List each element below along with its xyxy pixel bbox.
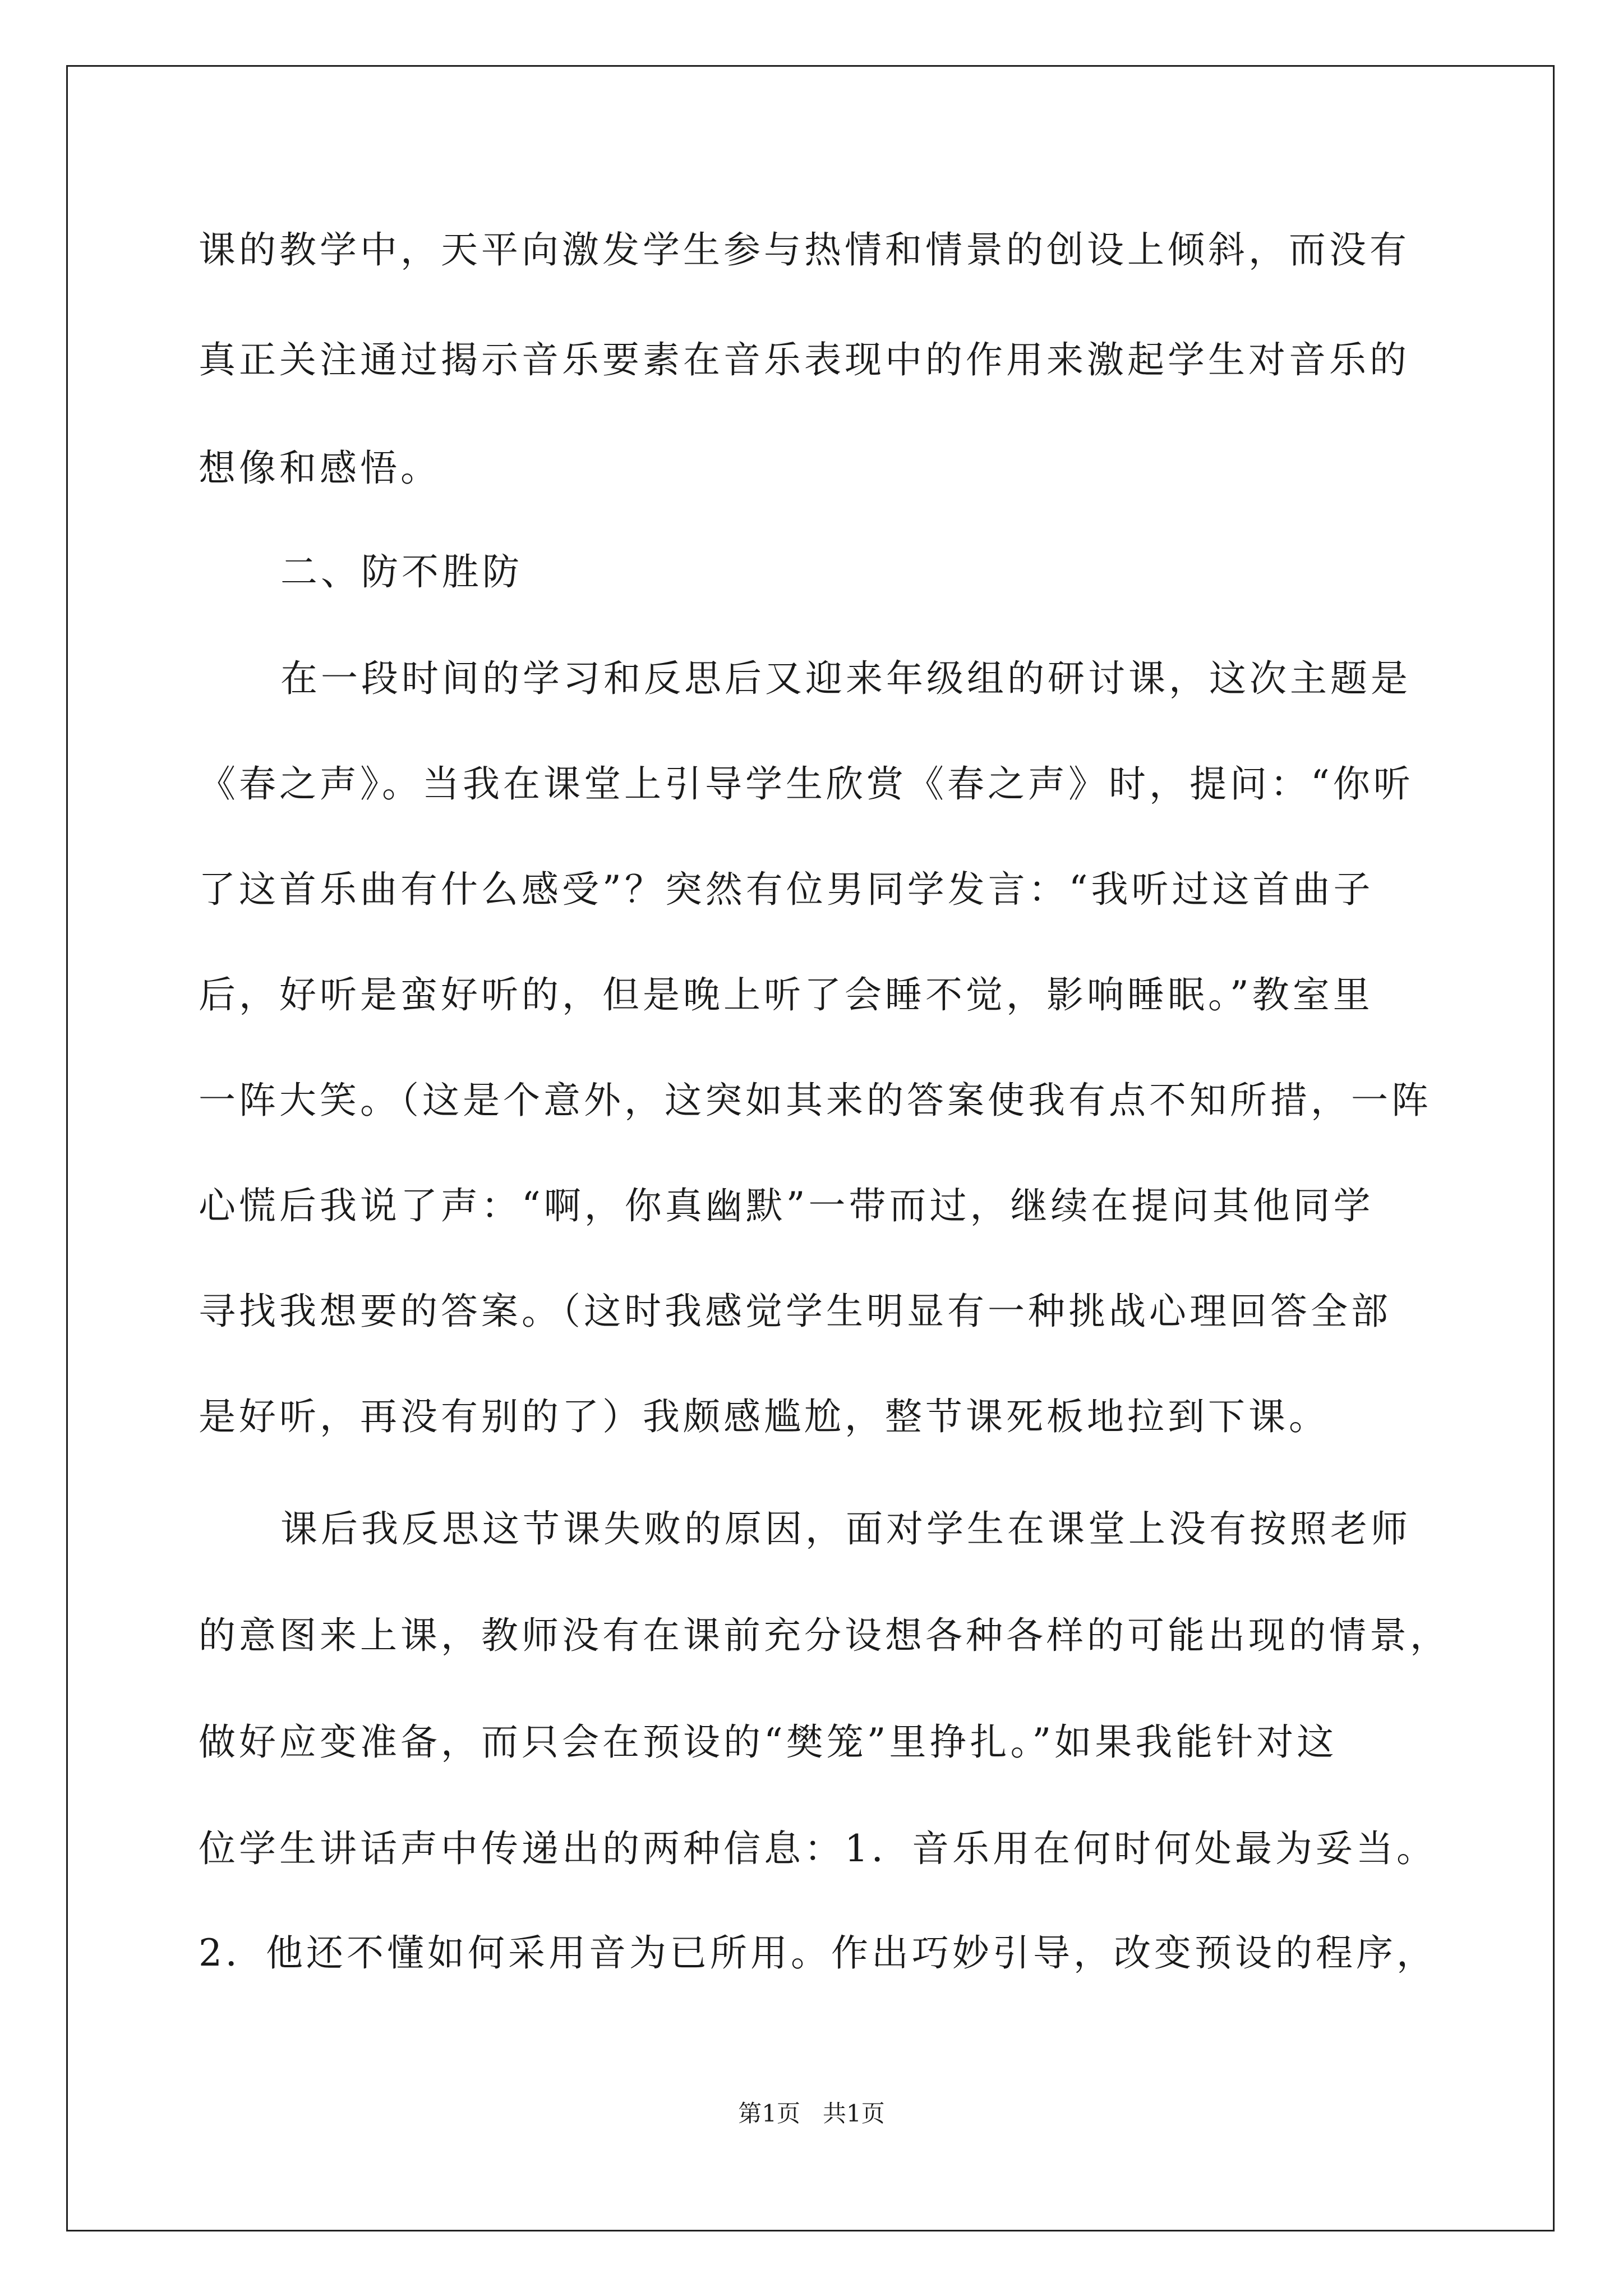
body-line: 做好应变准备，而只会在预设的“樊笼”里挣扎。”如果我能针对这: [199, 1720, 1338, 1764]
body-line: 课后我反思这节课失败的原因，面对学生在课堂上没有按照老师: [280, 1507, 1411, 1550]
page-border: [66, 65, 1555, 2231]
body-line: 位学生讲话声中传递出的两种信息：1．音乐用在何时何处最为妥当。: [199, 1827, 1437, 1870]
body-line: 后，好听是蛮好听的，但是晚上听了会睡不觉，影响睡眠。”教室里: [199, 973, 1373, 1016]
body-line: 一阵大笑。（这是个意外，这突如其来的答案使我有点不知所措，一阵: [199, 1079, 1432, 1122]
body-line: 心慌后我说了声：“啊，你真幽默”一带而过，继续在提问其他同学: [199, 1184, 1374, 1227]
body-line: 了这首乐曲有什么感受”？突然有位男同学发言：“我听过这首曲子: [199, 868, 1374, 911]
body-line: 在一段时间的学习和反思后又迎来年级组的研讨课，这次主题是: [280, 657, 1411, 700]
body-line: 寻找我想要的答案。（这时我感觉学生明显有一种挑战心理回答全部: [199, 1290, 1391, 1333]
body-line: 课的教学中，天平向激发学生参与热情和情景的创设上倾斜，而没有: [199, 228, 1410, 272]
page-number-footer: 第1页 共1页: [738, 2100, 885, 2127]
body-line: 想像和感悟。: [199, 447, 441, 490]
body-line: 真正关注通过揭示音乐要素在音乐表现中的作用来激起学生对音乐的: [199, 338, 1410, 381]
body-line: 2．他还不懂如何采用音为已所用。作出巧妙引导，改变预设的程序，: [199, 1931, 1437, 1975]
body-line: 《春之声》。当我在课堂上引导学生欣赏《春之声》时，提问：“你听: [199, 762, 1414, 806]
body-line: 的意图来上课，教师没有在课前充分设想各种各样的可能出现的情景，: [199, 1614, 1450, 1657]
body-line: 是好听，再没有别的了）我颇感尴尬，整节课死板地拉到下课。: [199, 1395, 1329, 1438]
section-heading: 二、防不胜防: [280, 550, 523, 593]
